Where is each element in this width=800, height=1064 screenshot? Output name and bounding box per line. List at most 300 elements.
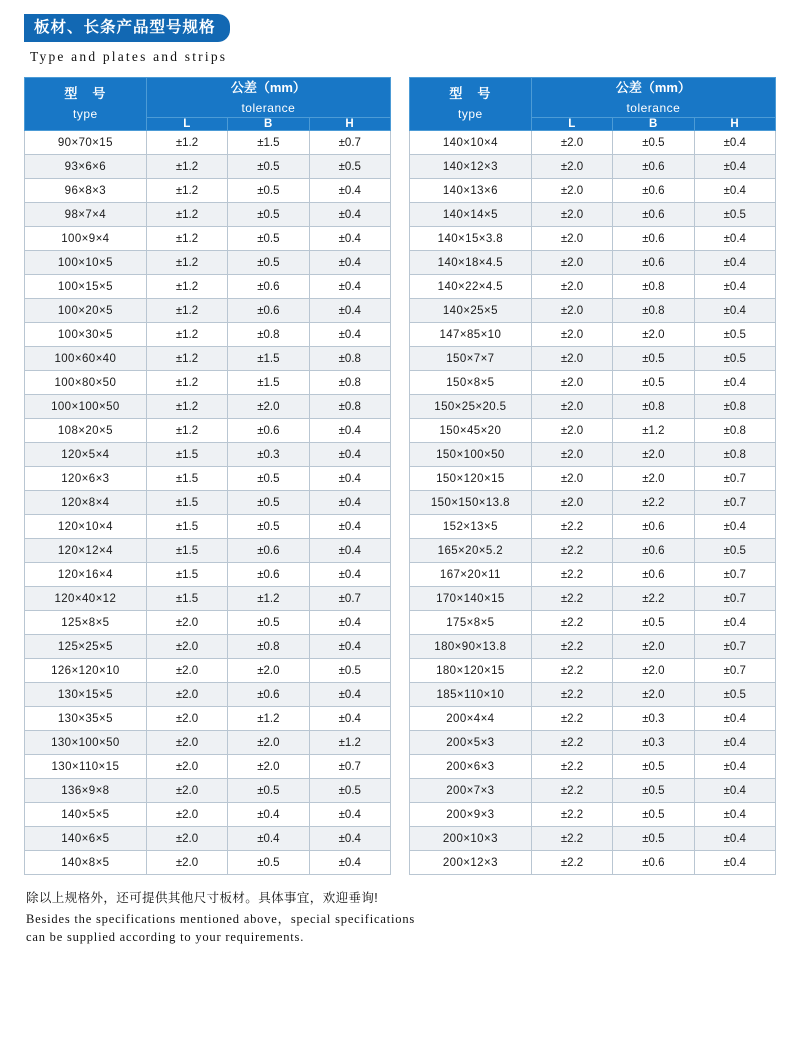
cell-type: 140×14×5	[410, 203, 532, 227]
cell-tolerance-l: ±2.0	[531, 299, 612, 323]
cell-tolerance-b: ±0.5	[228, 203, 309, 227]
cell-tolerance-b: ±0.6	[613, 179, 694, 203]
footer-note-en-line1: Besides the specifications mentioned above，special specifications	[26, 912, 416, 927]
cell-tolerance-l: ±2.0	[531, 179, 612, 203]
cell-type: 100×15×5	[25, 275, 147, 299]
cell-tolerance-l: ±2.2	[531, 731, 612, 755]
cell-type: 200×5×3	[410, 731, 532, 755]
cell-type: 140×8×5	[25, 851, 147, 875]
cell-tolerance-l: ±2.0	[146, 731, 227, 755]
cell-tolerance-b: ±0.8	[613, 395, 694, 419]
cell-tolerance-h: ±0.8	[309, 371, 390, 395]
cell-type: 150×120×15	[410, 467, 532, 491]
cell-tolerance-l: ±1.2	[146, 347, 227, 371]
cell-tolerance-b: ±0.5	[228, 491, 309, 515]
table-row	[410, 467, 776, 491]
cell-tolerance-l: ±2.0	[146, 659, 227, 683]
cell-tolerance-h: ±0.5	[694, 323, 775, 347]
cell-tolerance-l: ±1.2	[146, 299, 227, 323]
cell-tolerance-b: ±2.0	[613, 659, 694, 683]
cell-tolerance-b: ±0.5	[228, 515, 309, 539]
cell-type: 96×8×3	[25, 179, 147, 203]
table-row	[25, 179, 391, 203]
cell-tolerance-l: ±2.2	[531, 539, 612, 563]
header-col-h: H	[694, 118, 775, 131]
cell-tolerance-b: ±0.6	[613, 851, 694, 875]
cell-tolerance-b: ±0.5	[613, 755, 694, 779]
table-row	[410, 659, 776, 683]
cell-tolerance-h: ±0.4	[694, 227, 775, 251]
header-tolerance-en: tolerance	[626, 100, 681, 115]
cell-tolerance-h: ±0.4	[694, 827, 775, 851]
cell-tolerance-b: ±2.0	[613, 635, 694, 659]
spec-table-left	[24, 77, 391, 875]
cell-tolerance-l: ±2.0	[146, 683, 227, 707]
cell-type: 93×6×6	[25, 155, 147, 179]
cell-tolerance-h: ±0.4	[694, 707, 775, 731]
cell-type: 140×22×4.5	[410, 275, 532, 299]
cell-tolerance-b: ±0.6	[613, 515, 694, 539]
cell-tolerance-h: ±0.4	[309, 515, 390, 539]
cell-type: 200×7×3	[410, 779, 532, 803]
table-row	[410, 539, 776, 563]
cell-tolerance-h: ±0.4	[309, 491, 390, 515]
table-row	[410, 515, 776, 539]
cell-tolerance-h: ±0.7	[309, 131, 390, 155]
cell-type: 150×8×5	[410, 371, 532, 395]
cell-tolerance-l: ±2.0	[146, 803, 227, 827]
cell-type: 100×80×50	[25, 371, 147, 395]
cell-type: 170×140×15	[410, 587, 532, 611]
cell-tolerance-l: ±2.0	[531, 371, 612, 395]
cell-tolerance-b: ±2.0	[228, 731, 309, 755]
table-row	[25, 131, 391, 155]
cell-tolerance-b: ±0.6	[613, 155, 694, 179]
cell-tolerance-h: ±0.4	[694, 611, 775, 635]
cell-tolerance-l: ±2.0	[146, 635, 227, 659]
cell-tolerance-b: ±0.8	[613, 299, 694, 323]
table-row	[410, 131, 776, 155]
cell-tolerance-b: ±0.5	[228, 155, 309, 179]
cell-tolerance-b: ±0.6	[613, 203, 694, 227]
cell-tolerance-l: ±2.0	[531, 395, 612, 419]
cell-tolerance-l: ±2.0	[531, 491, 612, 515]
table-row	[25, 251, 391, 275]
table-row	[25, 563, 391, 587]
header-type-en: type	[73, 107, 98, 122]
cell-type: 147×85×10	[410, 323, 532, 347]
header-type-cn: 型 号	[449, 85, 492, 101]
cell-tolerance-b: ±0.5	[613, 827, 694, 851]
table-row	[25, 683, 391, 707]
cell-tolerance-l: ±1.2	[146, 419, 227, 443]
header-tolerance-cn: 公差（mm）	[615, 80, 691, 96]
table-row	[25, 803, 391, 827]
cell-tolerance-h: ±0.7	[694, 563, 775, 587]
cell-type: 120×40×12	[25, 587, 147, 611]
table-row	[25, 851, 391, 875]
cell-tolerance-l: ±2.0	[146, 707, 227, 731]
cell-tolerance-h: ±0.4	[309, 611, 390, 635]
table-row	[410, 347, 776, 371]
table-row	[25, 635, 391, 659]
header-col-b: B	[228, 118, 309, 131]
cell-type: 150×100×50	[410, 443, 532, 467]
cell-tolerance-b: ±0.3	[228, 443, 309, 467]
cell-type: 140×25×5	[410, 299, 532, 323]
cell-tolerance-l: ±2.0	[146, 827, 227, 851]
table-head	[25, 78, 391, 131]
cell-type: 200×10×3	[410, 827, 532, 851]
cell-type: 120×5×4	[25, 443, 147, 467]
cell-tolerance-b: ±0.6	[228, 419, 309, 443]
cell-tolerance-b: ±0.6	[613, 539, 694, 563]
cell-type: 200×9×3	[410, 803, 532, 827]
table-row	[410, 251, 776, 275]
cell-tolerance-l: ±1.5	[146, 467, 227, 491]
cell-tolerance-b: ±0.6	[613, 227, 694, 251]
table-row	[410, 443, 776, 467]
table-row	[25, 611, 391, 635]
cell-tolerance-b: ±0.5	[613, 779, 694, 803]
header-col-h: H	[309, 118, 390, 131]
cell-tolerance-h: ±0.5	[309, 155, 390, 179]
cell-tolerance-h: ±0.4	[309, 419, 390, 443]
footer-note	[24, 888, 776, 946]
table-row	[25, 779, 391, 803]
cell-tolerance-h: ±0.5	[309, 779, 390, 803]
cell-tolerance-b: ±0.3	[613, 731, 694, 755]
cell-tolerance-h: ±0.4	[694, 731, 775, 755]
cell-tolerance-h: ±0.7	[694, 635, 775, 659]
cell-tolerance-b: ±0.5	[228, 179, 309, 203]
cell-tolerance-l: ±1.5	[146, 563, 227, 587]
cell-tolerance-l: ±2.0	[146, 851, 227, 875]
cell-tolerance-b: ±0.3	[613, 707, 694, 731]
cell-type: 136×9×8	[25, 779, 147, 803]
cell-tolerance-b: ±0.5	[613, 131, 694, 155]
table-row	[410, 683, 776, 707]
cell-type: 120×16×4	[25, 563, 147, 587]
cell-tolerance-h: ±0.4	[694, 299, 775, 323]
cell-type: 140×10×4	[410, 131, 532, 155]
cell-type: 130×110×15	[25, 755, 147, 779]
header-tolerance	[146, 78, 390, 118]
cell-tolerance-b: ±0.5	[228, 227, 309, 251]
cell-type: 200×12×3	[410, 851, 532, 875]
cell-tolerance-h: ±0.8	[309, 395, 390, 419]
cell-tolerance-l: ±2.0	[531, 347, 612, 371]
cell-tolerance-h: ±0.4	[694, 803, 775, 827]
cell-type: 180×90×13.8	[410, 635, 532, 659]
cell-tolerance-l: ±2.2	[531, 851, 612, 875]
cell-tolerance-h: ±0.4	[694, 155, 775, 179]
cell-type: 140×6×5	[25, 827, 147, 851]
cell-type: 200×4×4	[410, 707, 532, 731]
header-tolerance-cn: 公差（mm）	[230, 80, 306, 96]
cell-tolerance-b: ±0.6	[228, 563, 309, 587]
cell-tolerance-h: ±0.5	[694, 683, 775, 707]
header-col-b: B	[613, 118, 694, 131]
cell-tolerance-b: ±0.5	[613, 611, 694, 635]
header-type	[410, 78, 532, 131]
cell-type: 108×20×5	[25, 419, 147, 443]
cell-tolerance-h: ±0.7	[694, 491, 775, 515]
right-table-column	[409, 77, 776, 875]
table-row	[410, 779, 776, 803]
table-row	[25, 419, 391, 443]
cell-tolerance-h: ±0.4	[309, 827, 390, 851]
cell-tolerance-h: ±0.7	[694, 659, 775, 683]
cell-tolerance-b: ±2.0	[613, 443, 694, 467]
table-row	[25, 467, 391, 491]
table-row	[410, 179, 776, 203]
cell-tolerance-b: ±0.6	[613, 251, 694, 275]
cell-tolerance-b: ±1.5	[228, 371, 309, 395]
table-body-left	[25, 131, 391, 875]
table-row	[410, 275, 776, 299]
table-row	[410, 611, 776, 635]
cell-type: 100×10×5	[25, 251, 147, 275]
cell-tolerance-h: ±0.4	[309, 251, 390, 275]
footer-note-en-line2: can be supplied according to your requirements.	[26, 930, 305, 945]
cell-tolerance-b: ±0.8	[228, 323, 309, 347]
cell-tolerance-h: ±0.4	[309, 683, 390, 707]
cell-type: 140×5×5	[25, 803, 147, 827]
table-row	[410, 803, 776, 827]
table-row	[410, 491, 776, 515]
table-row	[25, 659, 391, 683]
cell-tolerance-l: ±2.0	[531, 323, 612, 347]
cell-tolerance-h: ±0.8	[694, 395, 775, 419]
cell-tolerance-l: ±2.0	[531, 419, 612, 443]
cell-tolerance-h: ±0.4	[309, 563, 390, 587]
cell-tolerance-h: ±0.7	[309, 587, 390, 611]
cell-type: 185×110×10	[410, 683, 532, 707]
cell-tolerance-l: ±2.0	[146, 755, 227, 779]
cell-tolerance-l: ±1.5	[146, 443, 227, 467]
cell-tolerance-h: ±0.4	[694, 251, 775, 275]
title-block	[24, 14, 776, 65]
cell-type: 152×13×5	[410, 515, 532, 539]
cell-tolerance-b: ±0.5	[613, 803, 694, 827]
cell-tolerance-h: ±0.4	[694, 851, 775, 875]
cell-type: 100×9×4	[25, 227, 147, 251]
cell-tolerance-l: ±2.2	[531, 707, 612, 731]
cell-type: 130×35×5	[25, 707, 147, 731]
cell-type: 130×15×5	[25, 683, 147, 707]
page-title-en: Type and plates and strips	[30, 49, 228, 65]
cell-type: 120×12×4	[25, 539, 147, 563]
cell-tolerance-l: ±2.0	[146, 611, 227, 635]
table-row	[25, 347, 391, 371]
cell-tolerance-h: ±0.7	[694, 587, 775, 611]
header-type	[25, 78, 147, 131]
cell-tolerance-b: ±1.5	[228, 131, 309, 155]
cell-tolerance-h: ±0.8	[694, 419, 775, 443]
cell-tolerance-b: ±2.0	[228, 659, 309, 683]
cell-tolerance-l: ±1.2	[146, 323, 227, 347]
cell-tolerance-l: ±2.0	[531, 155, 612, 179]
header-col-l: L	[531, 118, 612, 131]
cell-tolerance-h: ±0.4	[309, 179, 390, 203]
cell-tolerance-b: ±0.6	[228, 275, 309, 299]
cell-type: 100×100×50	[25, 395, 147, 419]
table-row	[410, 203, 776, 227]
cell-tolerance-l: ±2.2	[531, 515, 612, 539]
cell-tolerance-b: ±0.5	[613, 347, 694, 371]
cell-tolerance-b: ±0.6	[228, 539, 309, 563]
cell-tolerance-l: ±1.2	[146, 155, 227, 179]
cell-tolerance-h: ±0.4	[309, 227, 390, 251]
table-row	[410, 563, 776, 587]
cell-type: 150×45×20	[410, 419, 532, 443]
left-table-column	[24, 77, 391, 875]
header-row-top	[410, 78, 776, 118]
cell-tolerance-h: ±0.4	[694, 755, 775, 779]
cell-tolerance-l: ±1.2	[146, 179, 227, 203]
page-title-cn: 板材、长条产品型号规格	[24, 14, 230, 42]
table-row	[410, 755, 776, 779]
cell-tolerance-h: ±0.5	[694, 539, 775, 563]
cell-tolerance-h: ±0.4	[309, 275, 390, 299]
table-row	[25, 755, 391, 779]
cell-type: 126×120×10	[25, 659, 147, 683]
cell-tolerance-h: ±0.8	[309, 347, 390, 371]
cell-tolerance-l: ±2.2	[531, 587, 612, 611]
cell-tolerance-b: ±2.0	[228, 395, 309, 419]
cell-tolerance-b: ±0.8	[613, 275, 694, 299]
cell-tolerance-b: ±1.5	[228, 347, 309, 371]
table-row	[25, 827, 391, 851]
cell-tolerance-b: ±2.0	[613, 467, 694, 491]
cell-tolerance-h: ±0.4	[309, 803, 390, 827]
cell-type: 150×150×13.8	[410, 491, 532, 515]
cell-tolerance-l: ±2.2	[531, 779, 612, 803]
table-row	[25, 515, 391, 539]
cell-tolerance-b: ±1.2	[613, 419, 694, 443]
cell-type: 125×8×5	[25, 611, 147, 635]
cell-type: 90×70×15	[25, 131, 147, 155]
table-row	[410, 731, 776, 755]
cell-type: 100×20×5	[25, 299, 147, 323]
table-row	[25, 371, 391, 395]
cell-type: 120×8×4	[25, 491, 147, 515]
table-row	[410, 371, 776, 395]
cell-type: 120×10×4	[25, 515, 147, 539]
cell-tolerance-l: ±2.2	[531, 755, 612, 779]
table-row	[410, 635, 776, 659]
cell-tolerance-h: ±0.4	[694, 515, 775, 539]
header-tolerance	[531, 78, 775, 118]
table-row	[25, 395, 391, 419]
cell-tolerance-l: ±1.5	[146, 515, 227, 539]
cell-tolerance-l: ±1.2	[146, 251, 227, 275]
table-row	[410, 707, 776, 731]
cell-tolerance-h: ±0.5	[694, 203, 775, 227]
header-row-top	[25, 78, 391, 118]
table-row	[25, 203, 391, 227]
cell-tolerance-l: ±2.2	[531, 803, 612, 827]
cell-tolerance-h: ±0.5	[309, 659, 390, 683]
cell-tolerance-l: ±1.2	[146, 227, 227, 251]
spec-table-right	[409, 77, 776, 875]
table-head	[410, 78, 776, 131]
table-row	[410, 227, 776, 251]
cell-tolerance-h: ±0.4	[694, 779, 775, 803]
cell-type: 150×7×7	[410, 347, 532, 371]
table-row	[25, 227, 391, 251]
cell-tolerance-l: ±2.2	[531, 563, 612, 587]
table-row	[25, 587, 391, 611]
cell-tolerance-b: ±1.2	[228, 587, 309, 611]
cell-type: 98×7×4	[25, 203, 147, 227]
cell-type: 100×60×40	[25, 347, 147, 371]
cell-tolerance-l: ±2.2	[531, 683, 612, 707]
cell-tolerance-h: ±0.4	[309, 707, 390, 731]
table-row	[25, 491, 391, 515]
cell-type: 140×13×6	[410, 179, 532, 203]
cell-tolerance-l: ±1.2	[146, 371, 227, 395]
table-row	[410, 299, 776, 323]
table-row	[410, 323, 776, 347]
cell-tolerance-b: ±2.2	[613, 491, 694, 515]
table-row	[410, 419, 776, 443]
cell-tolerance-b: ±0.6	[613, 563, 694, 587]
footer-note-cn: 除以上规格外，还可提供其他尺寸板材。具体事宜，欢迎垂询!	[26, 891, 379, 906]
cell-tolerance-h: ±0.4	[694, 131, 775, 155]
cell-type: 140×12×3	[410, 155, 532, 179]
cell-tolerance-l: ±2.0	[531, 131, 612, 155]
cell-type: 175×8×5	[410, 611, 532, 635]
table-row	[25, 443, 391, 467]
cell-tolerance-b: ±0.4	[228, 827, 309, 851]
cell-tolerance-b: ±0.5	[613, 371, 694, 395]
cell-tolerance-b: ±0.8	[228, 635, 309, 659]
cell-tolerance-b: ±0.5	[228, 779, 309, 803]
cell-tolerance-l: ±1.2	[146, 275, 227, 299]
cell-type: 130×100×50	[25, 731, 147, 755]
cell-tolerance-b: ±0.6	[228, 683, 309, 707]
table-row	[25, 275, 391, 299]
cell-tolerance-b: ±0.5	[228, 467, 309, 491]
cell-tolerance-l: ±2.2	[531, 659, 612, 683]
cell-tolerance-b: ±2.2	[613, 587, 694, 611]
cell-type: 120×6×3	[25, 467, 147, 491]
cell-tolerance-l: ±1.5	[146, 539, 227, 563]
cell-tolerance-b: ±1.2	[228, 707, 309, 731]
header-type-cn: 型 号	[64, 85, 107, 101]
cell-type: 167×20×11	[410, 563, 532, 587]
cell-tolerance-l: ±2.0	[531, 203, 612, 227]
table-row	[25, 707, 391, 731]
cell-type: 140×18×4.5	[410, 251, 532, 275]
cell-tolerance-b: ±0.5	[228, 611, 309, 635]
cell-tolerance-h: ±0.4	[694, 179, 775, 203]
table-row	[410, 827, 776, 851]
table-row	[25, 299, 391, 323]
cell-tolerance-h: ±0.4	[309, 539, 390, 563]
cell-tolerance-h: ±0.7	[694, 467, 775, 491]
cell-tolerance-h: ±0.4	[309, 203, 390, 227]
cell-tolerance-h: ±0.4	[309, 443, 390, 467]
cell-tolerance-l: ±2.2	[531, 611, 612, 635]
header-tolerance-en: tolerance	[241, 100, 296, 115]
cell-tolerance-l: ±2.2	[531, 635, 612, 659]
cell-tolerance-l: ±2.0	[531, 227, 612, 251]
cell-tolerance-b: ±0.5	[228, 251, 309, 275]
cell-tolerance-l: ±1.2	[146, 203, 227, 227]
